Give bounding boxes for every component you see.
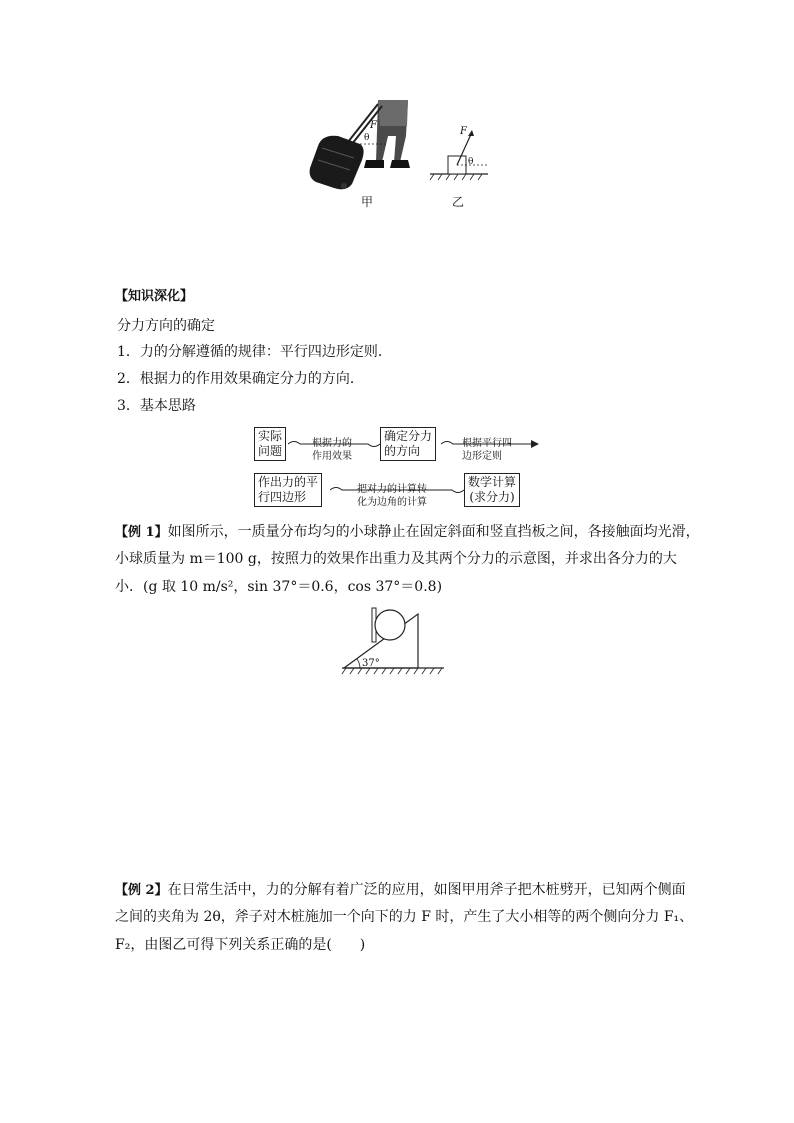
point-3: 3．基本思路 [117, 398, 196, 414]
block-angle-label: θ [468, 157, 474, 167]
example2-line2: 之间的夹角为 2θ，斧子对木桩施加一个向下的力 F 时，产生了大小相等的两个侧向分力 F₁、 [115, 909, 694, 925]
block-force-label: F [460, 126, 467, 137]
flow-box-determine-direction: 确定分力 的方向 [380, 427, 436, 461]
figure-block-diagram [426, 122, 496, 182]
flow-box-actual-problem: 实际 问题 [254, 427, 286, 461]
example1-line2: 小球质量为 m＝100 g，按照力的效果作出重力及其两个分力的示意图，并求出各分力的大 [115, 551, 677, 567]
photo-force-label: F [370, 120, 377, 131]
figure-label-yi: 乙 [452, 195, 465, 209]
incline-angle-label: 37° [362, 658, 380, 669]
figure-suitcase-photo [308, 96, 428, 192]
section-title: 【知识深化】 [115, 289, 194, 304]
example2-line3: F₂，由图乙可得下列关系正确的是( ) [115, 937, 366, 953]
flow-box-draw-parallelogram: 作出力的平 行四边形 [254, 473, 322, 507]
example2-tag: 【例 2】 [115, 883, 168, 898]
example2-line1: 【例 2】在日常生活中，力的分解有着广泛的应用，如图甲用斧子把木桩劈开，已知两个侧面 [115, 882, 686, 898]
flow-arrow-3-label: 把对力的计算转 化为边角的计算 [357, 484, 427, 508]
subtitle: 分力方向的确定 [117, 318, 215, 334]
point-1: 1．力的分解遵循的规律：平行四边形定则． [117, 344, 392, 360]
photo-angle-label: θ [364, 133, 370, 143]
flow-arrow-2-label: 根据平行四 边形定则 [462, 438, 512, 462]
example1-line3: 小．(g 取 10 m/s²，sin 37°＝0.6，cos 37°＝0.8) [115, 579, 443, 595]
point-2: 2．根据力的作用效果确定分力的方向． [117, 371, 364, 387]
example1-tag: 【例 1】 [115, 525, 168, 540]
flow-box-math-calculation: 数学计算 (求分力) [464, 473, 520, 507]
example1-line1: 【例 1】如图所示，一质量分布均匀的小球静止在固定斜面和竖直挡板之间，各接触面均光滑， [115, 524, 700, 540]
flow-arrow-1-label: 根据力的 作用效果 [312, 438, 352, 462]
figure-ball-on-incline [338, 604, 452, 676]
figure-label-jia: 甲 [361, 195, 374, 209]
